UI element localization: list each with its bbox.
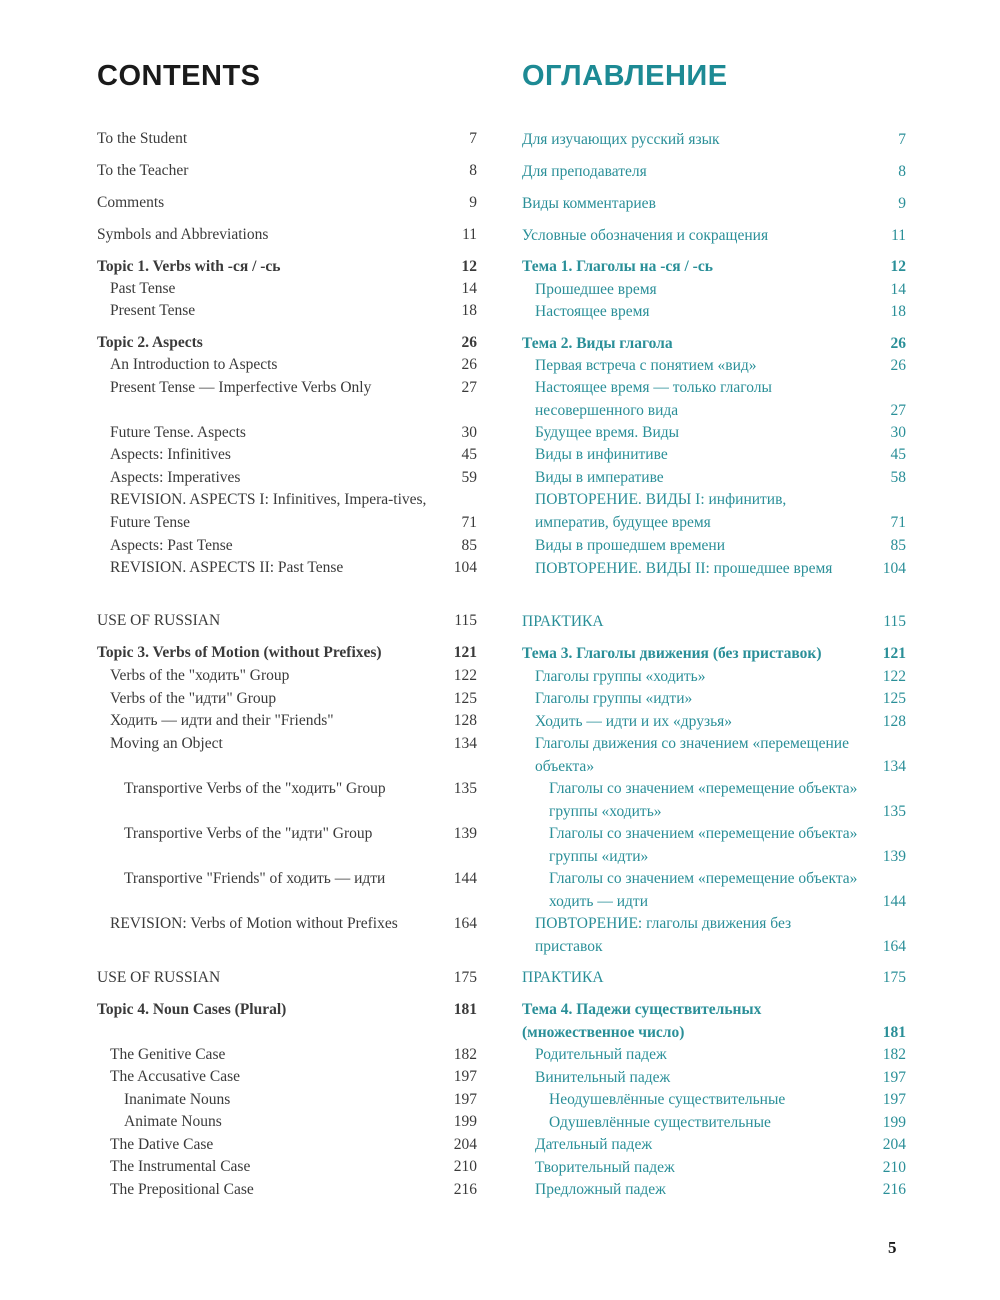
toc-entry-title: Topic 1. Verbs with -ся / -сь — [97, 258, 281, 275]
toc-entry-page: 164 — [882, 937, 906, 955]
toc-entry-title: Глаголы группы «ходить» — [535, 668, 706, 685]
toc-entry-title: Present Tense — [110, 302, 196, 319]
toc-entry-title: To the Student — [97, 130, 188, 147]
toc-entry-page: 121 — [882, 645, 906, 662]
toc-entry-page: 12 — [890, 258, 906, 275]
toc-entry-title: Ходить — идти and their "Friends" — [110, 712, 334, 729]
toc-entry — [97, 1179, 477, 1202]
toc-entry-title: Verbs of the "ходить" Group — [110, 667, 290, 684]
toc-entry-title: USE OF RUSSIAN — [97, 612, 221, 629]
toc-entry-page: 134 — [882, 757, 906, 775]
toc-entry-title: Aspects: Infinitives — [110, 446, 231, 463]
toc-entry — [97, 422, 477, 445]
toc-entry-title: Предложный падеж — [535, 1181, 666, 1198]
toc-entry-title: ПРАКТИКА — [522, 969, 604, 986]
toc-entry-title: Виды в прошедшем времени — [535, 537, 726, 554]
toc-entry — [522, 913, 906, 958]
toc-entry — [522, 778, 906, 823]
toc-entry-title: Прошедшее время — [535, 281, 657, 298]
toc-entry-title: Symbols and Abbreviations — [97, 226, 269, 243]
toc-entry-page: 85 — [890, 537, 906, 554]
toc-entry-page: 125 — [453, 690, 477, 707]
toc-entry — [522, 733, 906, 778]
toc-entry-page: 197 — [453, 1091, 477, 1108]
toc-entry-page: 121 — [453, 644, 477, 661]
toc-entry-page: 197 — [882, 1091, 906, 1108]
toc-entry — [522, 1067, 906, 1090]
toc-entry-title: Виды комментариев — [522, 195, 656, 212]
toc-entry-title: Неодушевлённые существительные — [549, 1091, 786, 1108]
toc-entry — [522, 666, 906, 689]
toc-entry-page: 125 — [882, 690, 906, 707]
toc-entry-title: Глаголы со значением «перемещение объекта» ходить — идти — [549, 870, 858, 910]
toc-entry-page: 135 — [882, 802, 906, 820]
toc-entry-page: 45 — [461, 446, 477, 463]
toc-entry-page: 104 — [882, 560, 906, 577]
toc-entry — [522, 444, 906, 467]
contents-heading: CONTENTS — [97, 60, 261, 92]
toc-entry-title: USE OF RUSSIAN — [97, 969, 221, 986]
toc-entry — [522, 1044, 906, 1067]
toc-entry — [97, 160, 477, 183]
toc-entry-page: 18 — [461, 302, 477, 319]
toc-entry-title: Topic 4. Noun Cases (Plural) — [97, 1001, 287, 1018]
toc-entry-page: 210 — [453, 1158, 477, 1175]
toc-entry-title: Винительный падеж — [535, 1069, 671, 1086]
toc-entry-title: Виды в инфинитиве — [535, 446, 668, 463]
toc-entry-title: The Dative Case — [110, 1136, 214, 1153]
toc-entry — [522, 279, 906, 302]
toc-entry — [97, 733, 477, 756]
toc-entry — [522, 611, 906, 634]
toc-entry-page: 197 — [882, 1069, 906, 1086]
toc-entry-page: 9 — [898, 195, 906, 212]
toc-entry — [522, 688, 906, 711]
toc-entry-page: 7 — [898, 131, 906, 148]
toc-entry — [97, 224, 477, 247]
toc-entry — [522, 422, 906, 445]
toc-entry — [97, 444, 477, 467]
toc-entry-title: Родительный падеж — [535, 1046, 667, 1063]
toc-entry — [97, 377, 477, 400]
toc-entry — [97, 278, 477, 301]
toc-entry — [97, 688, 477, 711]
toc-entry-page: 144 — [882, 892, 906, 910]
toc-entry-title: The Instrumental Case — [110, 1158, 251, 1175]
toc-entry-title: ПРАКТИКА — [522, 613, 604, 630]
toc-entry — [522, 643, 906, 666]
toc-entry — [522, 823, 906, 868]
toc-entry-page: 8 — [469, 162, 477, 179]
toc-entry — [97, 778, 477, 801]
toc-entry-title: Для изучающих русский язык — [522, 131, 720, 148]
toc-entry-page: 181 — [882, 1023, 906, 1041]
toc-entry-title: The Genitive Case — [110, 1046, 226, 1063]
toc-entry — [97, 1089, 477, 1112]
toc-entry-title: Условные обозначения и сокращения — [522, 227, 769, 244]
toc-entry-title: To the Teacher — [97, 162, 189, 179]
toc-entry — [522, 161, 906, 184]
toc-entry-page: 115 — [454, 612, 477, 629]
toc-entry-title: Moving an Object — [110, 735, 223, 752]
toc-entry-title: Inanimate Nouns — [124, 1091, 231, 1108]
toc-entry-page: 128 — [453, 712, 477, 729]
toc-entry-page: 144 — [453, 870, 477, 887]
toc-entry — [97, 823, 477, 846]
toc-entry — [97, 1111, 477, 1134]
toc-entry-page: 26 — [890, 335, 906, 352]
toc-entry-title: Transportive "Friends" of ходить — идти — [124, 870, 386, 887]
toc-entry — [97, 128, 477, 151]
toc-entry-title: Topic 2. Aspects — [97, 334, 203, 351]
toc-entry-page: 204 — [882, 1136, 906, 1153]
toc-entry-page: 128 — [882, 713, 906, 730]
toc-entry — [522, 535, 906, 558]
toc-entry — [522, 489, 906, 534]
toc-entry-page: 85 — [461, 537, 477, 554]
toc-entry-title: Verbs of the "идти" Group — [110, 690, 277, 707]
toc-entry — [97, 610, 477, 633]
toc-entry — [522, 193, 906, 216]
toc-entry — [522, 129, 906, 152]
toc-entry-page: 11 — [462, 226, 477, 243]
toc-entry-page: 122 — [882, 668, 906, 685]
toc-entry-page: 30 — [461, 424, 477, 441]
toc-entry-title: Тема 3. Глаголы движения (без приставок) — [522, 645, 822, 662]
toc-entry-title: Будущее время. Виды — [535, 424, 680, 441]
toc-entry — [522, 868, 906, 913]
toc-entry-title: Comments — [97, 194, 165, 211]
toc-entry-page: 199 — [453, 1113, 477, 1130]
toc-entry-title: Настоящее время — [535, 303, 650, 320]
toc-entry-page: 181 — [453, 1001, 477, 1018]
toc-entry-page: 175 — [453, 969, 477, 986]
toc-entry — [97, 665, 477, 688]
toc-entry — [522, 377, 906, 422]
toc-entry-title: ПОВТОРЕНИЕ. ВИДЫ II: прошедшее время — [535, 560, 833, 577]
page-number: 5 — [888, 1238, 897, 1257]
toc-entry-title: The Prepositional Case — [110, 1181, 254, 1198]
toc-entry-page: 182 — [882, 1046, 906, 1063]
toc-entry-page: 12 — [461, 258, 477, 275]
toc-entry — [97, 332, 477, 355]
toc-entry — [97, 1134, 477, 1157]
toc-entry — [522, 558, 906, 581]
toc-entry — [97, 710, 477, 733]
toc-entry — [97, 868, 477, 891]
toc-entry-title: Aspects: Past Tense — [110, 537, 233, 554]
toc-entry-page: 18 — [890, 303, 906, 320]
toc-entry-title: Тема 1. Глаголы на -ся / -сь — [522, 258, 713, 275]
toc-entry-page: 11 — [891, 227, 906, 244]
toc-entry — [97, 999, 477, 1022]
toc-entry-title: Present Tense — Imperfective Verbs Only — [110, 379, 372, 396]
toc-entry — [522, 467, 906, 490]
toc-entry-page: 216 — [882, 1181, 906, 1198]
toc-entry-title: Тема 2. Виды глагола — [522, 335, 673, 352]
toc-entry — [97, 642, 477, 665]
toc-entry-title: Глаголы со значением «перемещение объекта» группы «ходить» — [549, 780, 858, 820]
toc-entry — [522, 301, 906, 324]
toc-entry — [522, 1134, 906, 1157]
toc-entry-title: Aspects: Imperatives — [110, 469, 241, 486]
toc-entry — [97, 1066, 477, 1089]
toc-entry-title: Первая встреча с понятием «вид» — [535, 357, 757, 374]
toc-entry — [522, 1089, 906, 1112]
toc-entry — [522, 225, 906, 248]
toc-entry-page: 27 — [890, 401, 906, 419]
toc-entry-title: Настоящее время — только глаголы несовершенного вида — [535, 379, 772, 419]
toc-entry-page: 71 — [890, 513, 906, 531]
toc-entry-page: 26 — [461, 356, 477, 373]
toc-entry — [522, 967, 906, 990]
toc-entry — [522, 333, 906, 356]
toc-entry-title: The Accusative Case — [110, 1068, 240, 1085]
toc-entry — [522, 256, 906, 279]
toc-entry-title: Глаголы со значением «перемещение объекта» группы «идти» — [549, 825, 858, 865]
toc-entry-title: REVISION. ASPECTS I: Infinitives, Impera-tives, Future Tense — [110, 491, 427, 531]
toc-entry-title: Past Tense — [110, 280, 176, 297]
toc-entry-page: 135 — [453, 780, 477, 797]
toc-entry-title: ПОВТОРЕНИЕ. ВИДЫ I: инфинитив, императив, будущее время — [535, 491, 787, 531]
toc-entry — [97, 967, 477, 990]
toc-entry — [522, 1112, 906, 1135]
toc-entry-page: 104 — [453, 559, 477, 576]
toc-entry-page: 59 — [461, 469, 477, 486]
toc-entry-page: 26 — [461, 334, 477, 351]
toc-entry — [522, 999, 906, 1044]
toc-entry-page: 204 — [453, 1136, 477, 1153]
toc-entry-page: 210 — [882, 1159, 906, 1176]
toc-entry-page: 7 — [469, 130, 477, 147]
toc-entry — [522, 1179, 906, 1202]
toc-entry — [97, 913, 477, 936]
toc-entry-title: Ходить — идти и их «друзья» — [535, 713, 733, 730]
toc-entry-page: 14 — [461, 280, 477, 297]
toc-entry-page: 26 — [890, 357, 906, 374]
toc-entry-title: Одушевлённые существительные — [549, 1114, 771, 1131]
toc-entry-page: 58 — [890, 469, 906, 486]
toc-entry — [522, 355, 906, 378]
toc-entry-title: REVISION: Verbs of Motion without Prefixes — [110, 915, 398, 932]
toc-entry-title: Animate Nouns — [124, 1113, 222, 1130]
toc-entry — [97, 256, 477, 279]
toc-entry-title: REVISION. ASPECTS II: Past Tense — [110, 559, 344, 576]
contents-heading-russian: ОГЛАВЛЕНИЕ — [522, 60, 728, 92]
toc-entry-title: Дательный падеж — [535, 1136, 653, 1153]
toc-entry-page: 8 — [898, 163, 906, 180]
toc-entry-title: ПОВТОРЕНИЕ: глаголы движения без приставок — [535, 915, 792, 955]
toc-entry-page: 134 — [453, 735, 477, 752]
toc-entry-page: 175 — [882, 969, 906, 986]
toc-entry-page: 197 — [453, 1068, 477, 1085]
toc-entry — [522, 711, 906, 734]
toc-entry-page: 216 — [453, 1181, 477, 1198]
toc-entry-page: 122 — [453, 667, 477, 684]
toc-entry-title: Для преподавателя — [522, 163, 647, 180]
toc-entry-title: Творительный падеж — [535, 1159, 675, 1176]
toc-entry-page: 139 — [882, 847, 906, 865]
toc-entry — [97, 1156, 477, 1179]
toc-entry-page: 14 — [890, 281, 906, 298]
toc-entry-title: Future Tense. Aspects — [110, 424, 246, 441]
toc-entry — [97, 192, 477, 215]
toc-entry-page: 9 — [469, 194, 477, 211]
toc-entry-title: Transportive Verbs of the "ходить" Group — [124, 780, 386, 797]
toc-entry-title: Глаголы группы «идти» — [535, 690, 693, 707]
toc-entry-title: Глаголы движения со значением «перемещение объекта» — [535, 735, 849, 775]
toc-entry-title: Виды в императиве — [535, 469, 664, 486]
toc-entry — [97, 557, 477, 580]
toc-entry — [522, 1157, 906, 1180]
toc-entry — [97, 535, 477, 558]
toc-entry-page: 199 — [882, 1114, 906, 1131]
toc-entry-page: 164 — [453, 915, 477, 932]
toc-entry-title: An Introduction to Aspects — [110, 356, 278, 373]
toc-entry-page: 71 — [461, 513, 477, 531]
toc-entry-page: 115 — [883, 613, 906, 630]
toc-entry — [97, 489, 477, 534]
toc-entry-page: 182 — [453, 1046, 477, 1063]
toc-entry-title: Transportive Verbs of the "идти" Group — [124, 825, 373, 842]
toc-entry-title: Тема 4. Падежи существительных (множественное число) — [522, 1001, 762, 1041]
toc-entry-page: 30 — [890, 424, 906, 441]
toc-entry — [97, 1044, 477, 1067]
toc-entry-page: 139 — [453, 825, 477, 842]
toc-entry — [97, 354, 477, 377]
toc-entry — [97, 467, 477, 490]
toc-entry-page: 27 — [461, 379, 477, 396]
toc-entry-title: Topic 3. Verbs of Motion (without Prefixes) — [97, 644, 382, 661]
toc-entry — [97, 300, 477, 323]
toc-entry-page: 45 — [890, 446, 906, 463]
